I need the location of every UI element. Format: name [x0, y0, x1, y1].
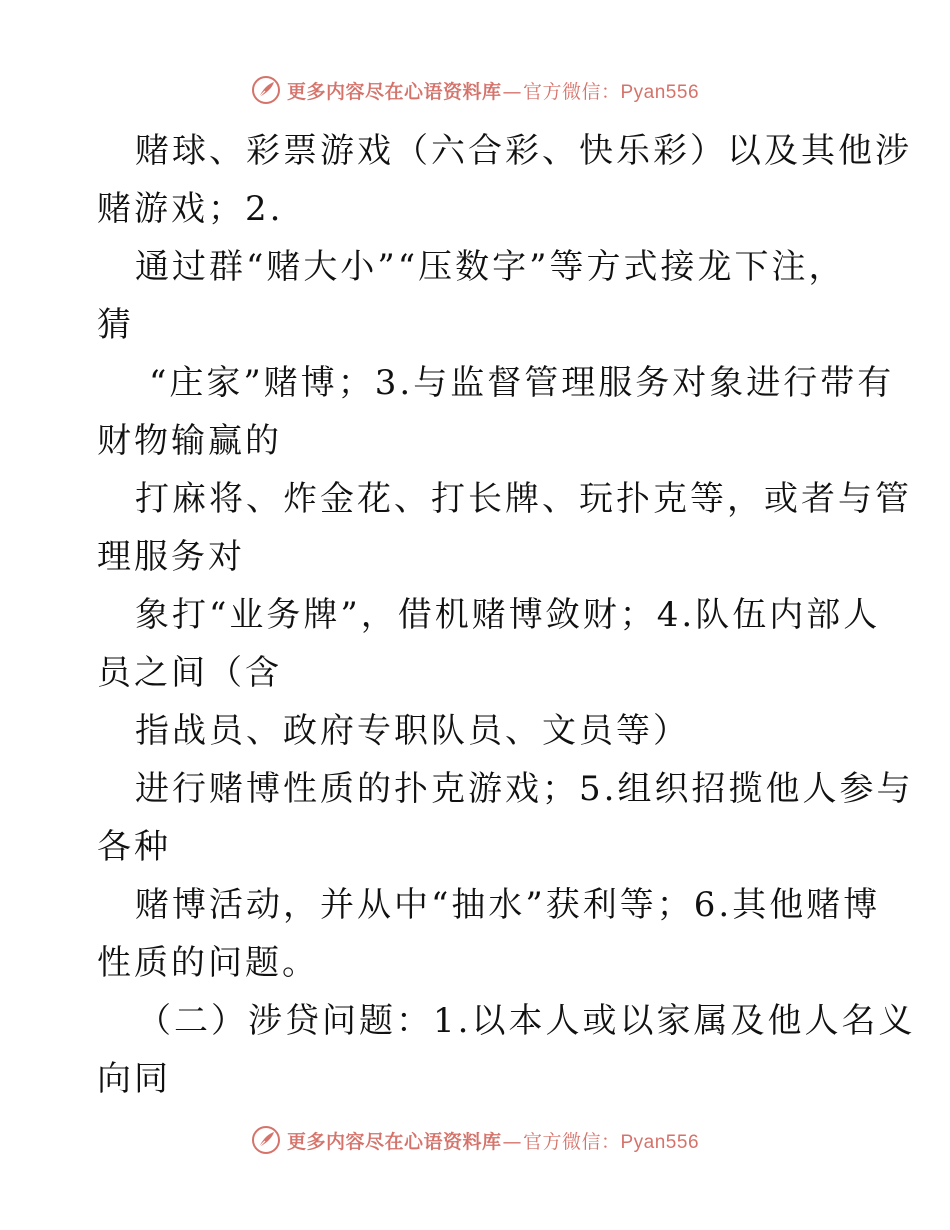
watermark-suffix: 官方微信：Pyan556: [523, 81, 700, 103]
text-line: 各种: [97, 827, 171, 867]
text-line: “庄家”赌博；3.与监督管理服务对象进行带有: [149, 363, 895, 403]
text-line: 打麻将、炸金花、打长牌、玩扑克等，或者与管: [135, 479, 912, 519]
watermark-text: [287, 77, 699, 104]
text-line: 进行赌博性质的扑克游戏；5.组织招揽他人参与: [135, 769, 914, 809]
text-line: 员之间（含: [97, 653, 282, 693]
feather-pen-logo-icon: [251, 1125, 281, 1155]
text-line: 赌博活动，并从中“抽水”获利等；6.其他赌博: [135, 885, 881, 925]
text-line: （二）涉贷问题：1.以本人或以家属及他人名义: [137, 1001, 916, 1041]
feather-pen-logo-icon: [251, 75, 281, 105]
footer-watermark: [0, 1120, 950, 1160]
watermark-separator: —: [502, 80, 522, 103]
watermark-brand: 更多内容尽在心语资料库: [286, 1130, 502, 1153]
watermark-brand: 更多内容尽在心语资料库: [286, 80, 502, 103]
text-line: 指战员、政府专职队员、文员等）: [135, 711, 690, 751]
text-line: 象打“业务牌”，借机赌博敛财；4.队伍内部人: [135, 595, 881, 635]
watermark-suffix: 官方微信：Pyan556: [523, 1131, 700, 1153]
text-line: 财物输赢的: [97, 421, 282, 461]
text-line: 性质的问题。: [97, 943, 319, 983]
text-line: 猜: [97, 305, 134, 345]
text-line: 向同: [97, 1059, 171, 1099]
text-line: 理服务对: [97, 537, 245, 577]
text-line: 通过群“赌大小”“压数字”等方式接龙下注，: [135, 247, 846, 287]
watermark-separator: —: [502, 1130, 522, 1153]
text-line: 赌游戏；2.: [97, 189, 284, 229]
body-text: [97, 123, 916, 1109]
watermark-text: [287, 1127, 699, 1154]
header-watermark: [0, 70, 950, 110]
text-line: 赌球、彩票游戏（六合彩、快乐彩）以及其他涉: [135, 131, 912, 171]
